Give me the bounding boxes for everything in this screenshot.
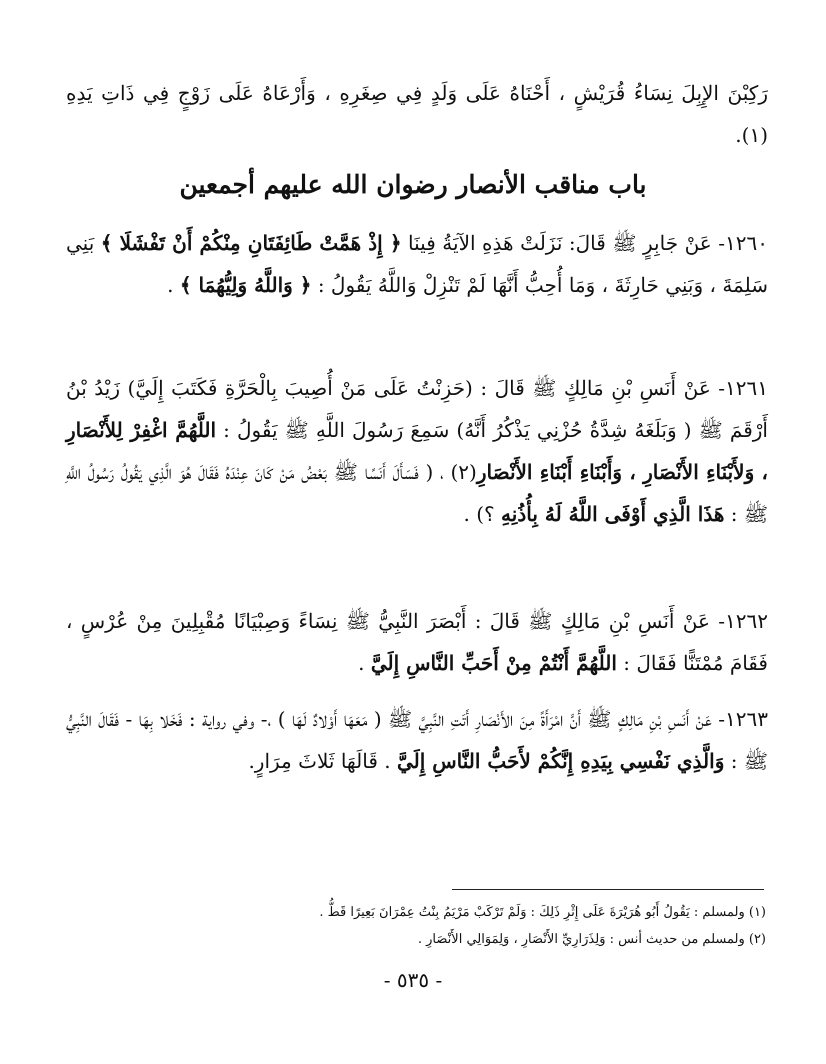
- footnote-1: (١) ولمسلم : يَقُولُ أَبُو هُرَيْرَةَ عَلَى إِثْرِ ذَلِكَ : وَلَمْ تَرْكَبْ مَرْيَمُ بِنْتُ عِمْرَانَ بَعِيرًا قَطُّ .: [319, 905, 766, 920]
- hadith-number: ١٢٦١-: [718, 376, 768, 400]
- quran-verse: ﴿ إِذْ هَمَّتْ طَائِفَتَانِ مِنْكُمْ أَنْ تَفْشَلَا ﴾: [100, 231, 402, 255]
- hadith-text: عَنْ جَابِرٍ ﷺ قَالَ: نَزَلَتْ هَذِهِ الآيَةُ فِينَا: [401, 231, 719, 255]
- hadith-number: ١٢٦٢-: [718, 609, 768, 633]
- chapter-title: باب مناقب الأنصار رضوان الله عليهم أجمعين: [179, 170, 647, 199]
- hadith-number: ١٢٦٠-: [718, 231, 768, 255]
- hadith-text: .: [358, 651, 371, 675]
- hadith-text: (٢) ، ( فَسَأَلَ أَنَسًا ﷺ بَعْضُ مَنْ كَانَ عِنْدَهُ فَقَالَ هُوَ الَّذِي يَقُولُ رَسُولُ اللَّهِ ﷺ :: [66, 460, 768, 526]
- quran-verse: ﴿ وَاللَّهُ وَلِيُّهُمَا ﴾: [179, 273, 312, 297]
- hadith-text: عَنْ أَنَسِ بْنِ مَالِكٍ ﷺ قَالَ : (حَزِنْتُ عَلَى مَنْ أُصِيبَ بِالْحَرَّةِ فَكَتَبَ إِلَيَّ) زَيْدُ بْنُ أَرْقَمَ ﷺ ( وَبَلَغَهُ شِدَّةُ حُزْنِي يَذْكُرُ أَنَّهُ) سَمِعَ رَسُولَ اللَّهِ ﷺ يَقُولُ :: [66, 376, 768, 442]
- prophetic-saying: وَالَّذِي نَفْسِي بِيَدِهِ إِنَّكُمْ لأَحَبُّ النَّاسِ إِلَيَّ: [396, 749, 725, 773]
- hadith-1263: [66, 698, 768, 782]
- page-number: - ٥٣٥ -: [383, 968, 443, 992]
- prophetic-saying: اللَّهُمَّ اغْفِرْ لِلأَنْصَارِ ، وَلأَبْنَاءِ الأَنْصَارِ ، وَأَبْنَاءِ أَبْنَاءِ الأَنْصَارِ: [66, 418, 768, 484]
- footnote-divider: [452, 889, 764, 890]
- hadith-1260: [66, 222, 768, 306]
- hadith-text: . قَالَهَا ثَلاثَ مِرَارٍ.: [248, 749, 397, 773]
- hadith-text: عَنْ أَنَسِ بْنِ مَالِكٍ ﷺ قَالَ : أَبْصَرَ النَّبِيُّ ﷺ نِسَاءً وَصِبْيَانًا مُقْبِلِينَ مِنْ عُرْسٍ ، فَقَامَ مُمْتَنًّا فَقَالَ :: [66, 609, 768, 675]
- hadith-number: ١٢٦٣-: [718, 707, 768, 731]
- hadith-1261: [66, 367, 768, 535]
- hadith-1262: [66, 600, 768, 684]
- prophetic-saying: هَذَا الَّذِي أَوْفَى اللَّهُ لَهُ بِأُذُنِهِ: [501, 502, 725, 526]
- continued-paragraph: رَكِبْنَ الإِبِلَ نِسَاءُ قُرَيْشٍ ، أَحْنَاهُ عَلَى وَلَدٍ فِي صِغَرِهِ ، وَأَرْعَاهُ عَلَى زَوْجٍ فِي ذَاتِ يَدِهِ (١).: [66, 81, 768, 147]
- footnote-2: (٢) ولمسلم من حديث أنس : وَلِذَرَارِيِّ الأَنْصَارِ ، وَلِمَوَالِي الأَنْصَارِ .: [417, 932, 766, 947]
- hadith-text: ؟) .: [463, 502, 502, 526]
- hadith-text: عَنْ أَنَسِ بْنِ مَالِكٍ ﷺ أَنَّ امْرَأَةً مِنَ الأَنْصَارِ أَتَتِ النَّبِيَّ ﷺ ( مَعَهَا أَوْلادٌ لَهَا ) ،- وفي رواية : فَخَلا بِهَا - فَقَالَ النَّبِيُّ ﷺ :: [66, 707, 768, 773]
- hadith-text: بَنِي سَلِمَةَ ، وَبَنِي حَارِثَةَ ، وَمَا أُحِبُّ أَنَّهَا لَمْ تَنْزِلْ وَاللَّهُ يَقُولُ :: [66, 231, 768, 297]
- prophetic-saying: اللَّهُمَّ أَنْتُمْ مِنْ أَحَبِّ النَّاسِ إِلَيَّ: [370, 651, 617, 675]
- hadith-text: .: [167, 273, 180, 297]
